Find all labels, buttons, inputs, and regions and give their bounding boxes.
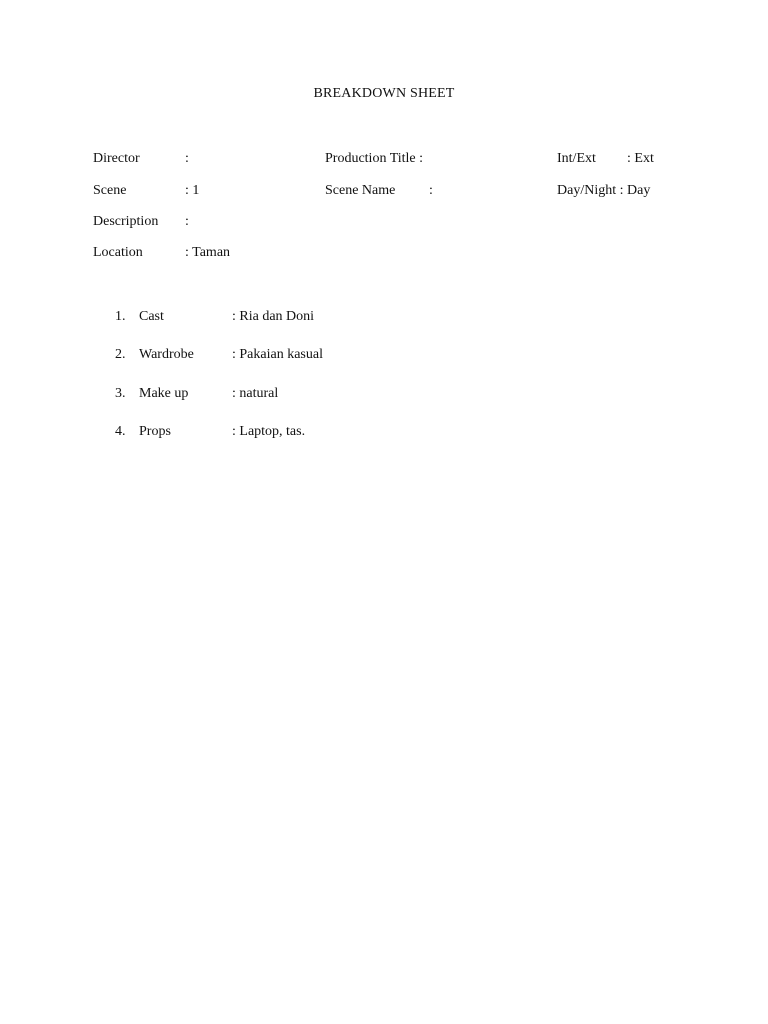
director-value: :: [185, 151, 189, 166]
production-title-field: [325, 150, 423, 168]
item-value: : Ria dan Doni: [232, 309, 315, 324]
location-value: : Taman: [185, 245, 231, 260]
scene-value: : 1: [185, 183, 200, 198]
item-label: Cast: [139, 309, 164, 324]
scene-name-label: Scene Name: [325, 183, 396, 198]
item-value: : Pakaian kasual: [232, 347, 323, 362]
day-night-value: : Day: [619, 183, 651, 198]
director-label: Director: [93, 151, 140, 166]
item-value: : natural: [232, 386, 279, 401]
int-ext-value: : Ext: [627, 151, 654, 166]
item-number: 1.: [115, 309, 126, 324]
item-number: 4.: [115, 424, 126, 439]
item-number: 3.: [115, 386, 126, 401]
int-ext-label: Int/Ext: [557, 151, 596, 166]
scene-name-value: :: [429, 183, 433, 198]
production-title-value: :: [419, 151, 424, 166]
description-label: Description: [93, 214, 159, 229]
day-night-label: Day/Night: [557, 183, 617, 198]
scene-label: Scene: [93, 183, 127, 198]
item-label: Wardrobe: [139, 347, 194, 362]
description-value: :: [185, 214, 189, 229]
item-number: 2.: [115, 347, 126, 362]
item-value: : Laptop, tas.: [232, 424, 306, 439]
page-title: BREAKDOWN SHEET: [313, 86, 455, 101]
item-label: Props: [139, 424, 171, 439]
item-label: Make up: [139, 386, 189, 401]
day-night-field: [557, 182, 650, 200]
production-title-label: Production Title: [325, 151, 416, 166]
location-label: Location: [93, 245, 143, 260]
